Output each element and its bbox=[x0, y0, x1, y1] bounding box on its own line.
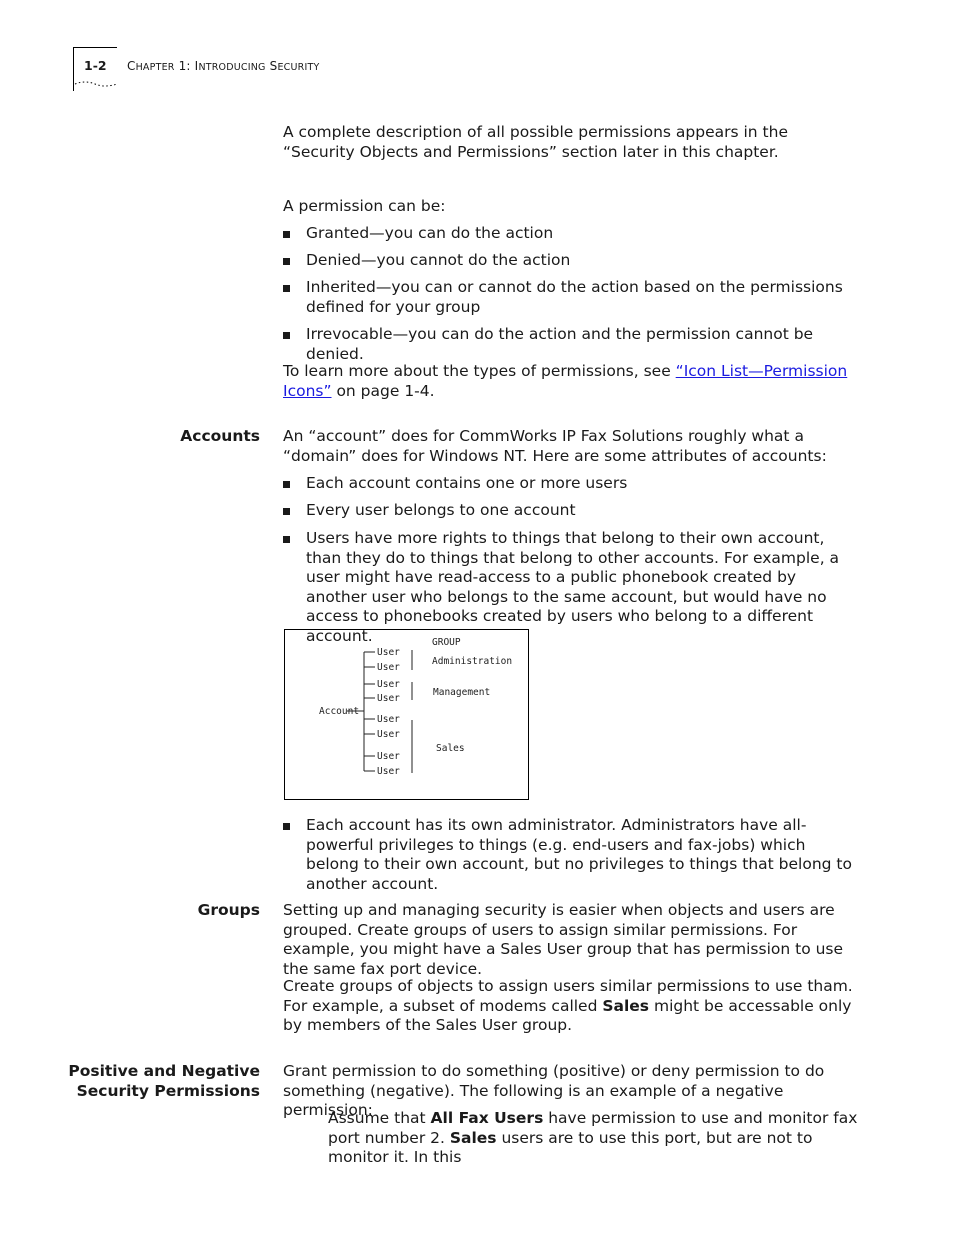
permissions-paragraph: Grant permission to do something (positive) or deny permission to do something (negative). The following is an example of a negative permission: bbox=[283, 1062, 825, 1120]
intro-paragraph-2: A permission can be: bbox=[283, 197, 446, 215]
group-management-label: Management bbox=[433, 687, 491, 698]
group-sales-label: Sales bbox=[436, 743, 465, 754]
accounts-heading: Accounts bbox=[180, 427, 260, 445]
group-administration-label: Administration bbox=[432, 656, 513, 667]
user-node-label: User bbox=[377, 714, 400, 725]
intro-paragraph-1: A complete description of all possible permissions appears in the “Security Objects and Permissions” section later in this chapter. bbox=[283, 123, 788, 161]
user-node-label: User bbox=[377, 729, 400, 740]
group-column-label: GROUP bbox=[432, 637, 461, 648]
user-node-label: User bbox=[377, 693, 400, 704]
user-node-label: User bbox=[377, 679, 400, 690]
bullet-square-icon bbox=[283, 332, 290, 339]
groups-paragraph-1: Setting up and managing security is easier when objects and users are grouped. Create groups of users to assign similar permissions. For example, you might have a Sales User group that has permission to use the same fax port device. bbox=[283, 901, 844, 978]
header-rule-horizontal bbox=[73, 47, 117, 48]
permissions-heading: Positive and Negative Security Permissions bbox=[68, 1062, 260, 1100]
bullet-square-icon bbox=[283, 285, 290, 292]
bullet-square-icon bbox=[283, 258, 290, 265]
groups-heading: Groups bbox=[197, 901, 260, 919]
bullet-square-icon bbox=[283, 481, 290, 488]
learn-more-paragraph: To learn more about the types of permissions, see “Icon List—Permission Icons” on page 1-4. bbox=[283, 362, 848, 400]
user-node-label: User bbox=[377, 647, 400, 658]
user-node-label: User bbox=[377, 766, 400, 777]
chapter-title: CHAPTER 1: INTRODUCING SECURITY bbox=[127, 59, 320, 73]
account-group-diagram bbox=[284, 629, 529, 800]
bullet-square-icon bbox=[283, 231, 290, 238]
accounts-paragraph: An “account” does for CommWorks IP Fax Solutions roughly what a “domain” does for Windows NT. Here are some attributes of accounts: bbox=[283, 427, 827, 465]
account-node-label: Account bbox=[319, 706, 360, 717]
bullet-square-icon bbox=[283, 508, 290, 515]
page-number: 1-2 bbox=[84, 58, 107, 73]
header-dotted-ornament bbox=[73, 78, 119, 88]
bullet-square-icon bbox=[283, 536, 290, 543]
bullet-square-icon bbox=[283, 823, 290, 830]
diagram-canvas bbox=[285, 630, 530, 801]
groups-paragraph-2: Create groups of objects to assign users similar permissions to use tham. For example, a subset of modems called Sales might be accessable only by members of the Sales User group. bbox=[283, 977, 853, 1035]
permission-icons-link[interactable]: “Icon List—Permission Icons” bbox=[283, 362, 848, 400]
permissions-example-paragraph: Assume that All Fax Users have permission to use and monitor fax port number 2. Sales users are to use this port, but are not to monitor it. In this bbox=[328, 1109, 858, 1167]
user-node-label: User bbox=[377, 662, 400, 673]
user-node-label: User bbox=[377, 751, 400, 762]
